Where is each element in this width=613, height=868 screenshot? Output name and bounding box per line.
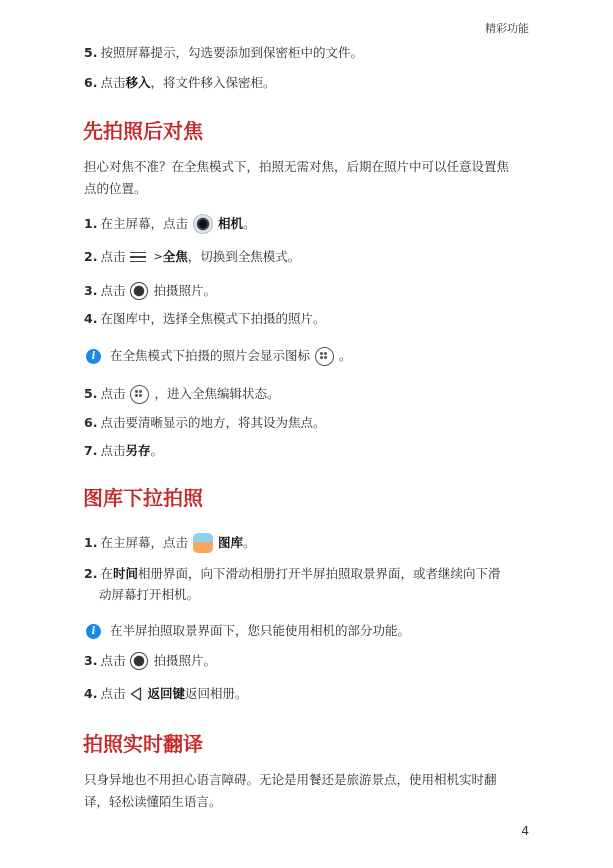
gallery-label: 图库 xyxy=(217,535,243,550)
step-text: 在主屏幕，点击 xyxy=(100,535,188,550)
step-number: 5. xyxy=(84,45,98,60)
section-title-full-focus: 先拍照后对焦 xyxy=(83,119,203,143)
step-text: 在主屏幕，点击 xyxy=(100,216,188,231)
step-text: 点击 xyxy=(100,249,126,264)
step-number: 4. xyxy=(84,311,98,326)
step-number: 3. xyxy=(84,653,98,668)
s2-step-4 xyxy=(84,684,248,704)
shutter-icon xyxy=(130,282,148,300)
step-text: 。 xyxy=(242,535,256,550)
camera-app-icon xyxy=(193,214,213,234)
note-text: 在全焦模式下拍摄的照片会显示图标 xyxy=(110,348,311,363)
step-text: 拍摄照片。 xyxy=(153,283,216,298)
gallery-app-icon xyxy=(193,533,213,553)
step-text: 按照屏幕提示，勾选要添加到保密柜中的文件。 xyxy=(100,45,363,60)
intro-line: 译，轻松读懂陌生语言。 xyxy=(84,794,222,809)
s1-step-2 xyxy=(84,247,300,267)
step-text: 点击 xyxy=(100,686,126,701)
step-text: 点击 xyxy=(100,283,126,298)
s1-step-7 xyxy=(84,441,163,461)
menu-icon xyxy=(130,252,146,262)
intro-line: 担心对焦不准？在全焦模式下，拍照无需对焦，后期在照片中可以任意设置焦 xyxy=(84,159,510,174)
step-number: 2. xyxy=(84,566,98,581)
s2-step-1 xyxy=(84,533,256,553)
s1-step-3 xyxy=(84,281,216,301)
step-text: 在 xyxy=(100,566,113,581)
full-focus-badge-icon xyxy=(315,347,334,366)
step-5-top xyxy=(84,43,363,63)
step-text: ，进入全焦编辑状态。 xyxy=(154,386,280,401)
shutter-icon xyxy=(130,652,148,670)
page-header: 精彩功能 xyxy=(485,22,529,35)
section-intro xyxy=(84,156,509,200)
step-number: 1. xyxy=(84,216,98,231)
section-intro xyxy=(84,769,497,813)
step-number: 2. xyxy=(84,249,98,264)
move-in-label: 移入 xyxy=(125,75,151,90)
note-full-focus xyxy=(86,346,352,366)
step-text: 在图库中，选择全焦模式下拍摄的照片。 xyxy=(100,311,326,326)
step-text: 相册界面，向下滑动相册打开半屏拍照取景界面，或者继续向下滑 xyxy=(137,566,501,581)
step-text: ，切换到全焦模式。 xyxy=(187,249,301,264)
full-focus-edit-icon xyxy=(130,385,149,404)
step-number: 5. xyxy=(84,386,98,401)
s2-step-3 xyxy=(84,651,216,671)
s2-step-2-cont: 动屏幕打开相机。 xyxy=(99,587,200,602)
step-6-top xyxy=(84,73,276,93)
info-icon: i xyxy=(86,349,101,364)
step-text: 拍摄照片。 xyxy=(153,653,216,668)
page-number: 4 xyxy=(521,824,529,838)
s1-step-6 xyxy=(84,413,325,433)
step-text: 点击 xyxy=(100,386,126,401)
step-text: 。 xyxy=(150,443,163,458)
s1-step-5 xyxy=(84,384,279,404)
back-key-label: 返回键 xyxy=(147,686,185,701)
camera-label: 相机 xyxy=(217,216,243,231)
intro-line: 点的位置。 xyxy=(84,181,147,196)
s2-step-2 xyxy=(84,564,501,584)
step-number: 7. xyxy=(84,443,98,458)
time-album-label: 时间 xyxy=(112,566,138,581)
step-number: 3. xyxy=(84,283,98,298)
step-number: 4. xyxy=(84,686,98,701)
full-focus-label: 全焦 xyxy=(162,249,188,264)
step-text: 。 xyxy=(242,216,256,231)
step-text: ，将文件移入保密柜。 xyxy=(150,75,276,90)
step-number: 6. xyxy=(84,415,98,430)
note-text: 。 xyxy=(339,348,352,363)
step-number: 6. xyxy=(84,75,98,90)
section-title-gallery-pulldown: 图库下拉拍照 xyxy=(83,486,203,510)
intro-line: 只身异地也不用担心语言障碍。无论是用餐还是旅游景点，使用相机实时翻 xyxy=(84,772,497,787)
note-text: 在半屏拍照取景界面下，您只能使用相机的部分功能。 xyxy=(110,623,411,638)
step-text: 返回相册。 xyxy=(184,686,248,701)
step-text: 点击 xyxy=(100,653,126,668)
save-as-label: 另存 xyxy=(125,443,151,458)
step-text: 点击要清晰显示的地方，将其设为焦点。 xyxy=(100,415,326,430)
step-number: 1. xyxy=(84,535,98,550)
step-text: 点击 xyxy=(100,75,126,90)
s1-step-1 xyxy=(84,214,256,234)
note-half-screen xyxy=(86,621,410,641)
s1-step-4 xyxy=(84,309,325,329)
info-icon: i xyxy=(86,624,101,639)
step-text: > xyxy=(153,250,163,263)
step-text: 点击 xyxy=(100,443,126,458)
back-icon xyxy=(130,687,142,701)
section-title-live-translate: 拍照实时翻译 xyxy=(83,732,203,756)
